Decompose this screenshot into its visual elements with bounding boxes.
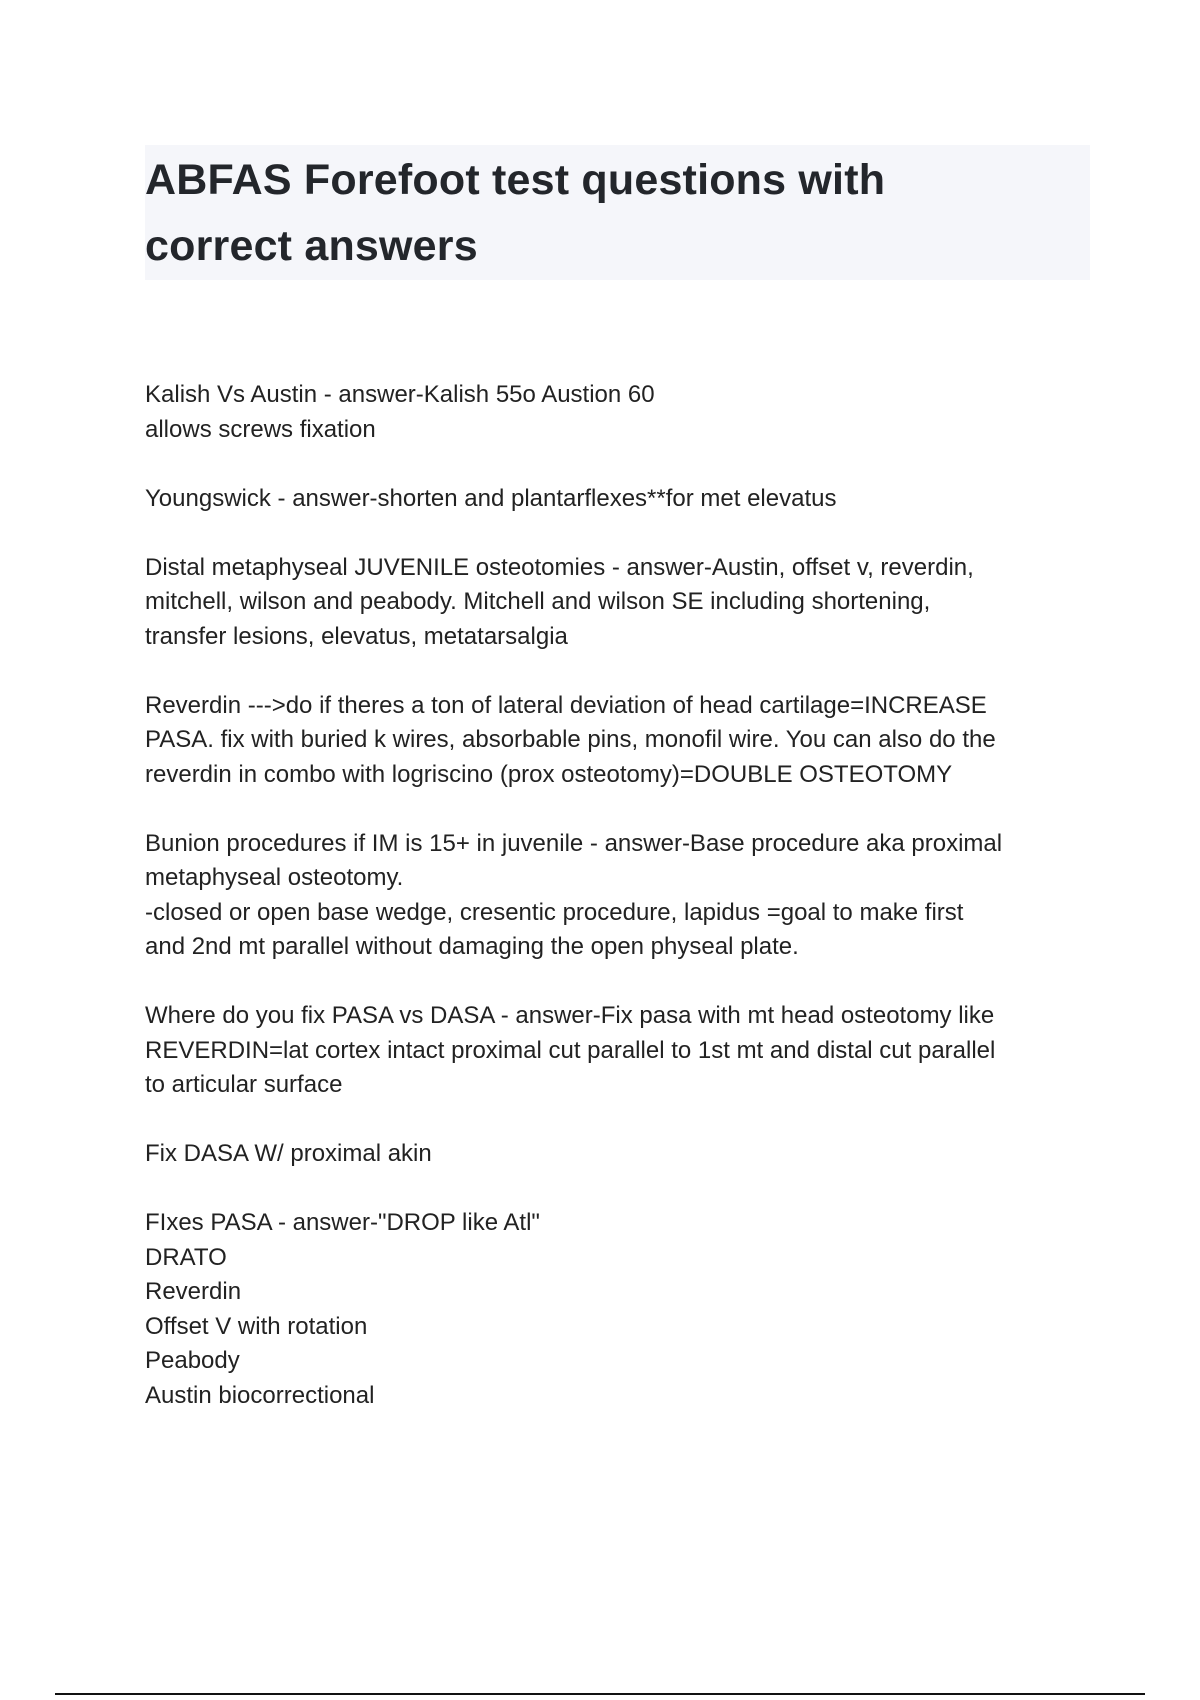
- qa-block-distal-metaphyseal: Distal metaphyseal JUVENILE osteotomies - answer-Austin, offset v, reverdin, mitchell, wilson and peabody. Mitchell and wilson SE including shortening, transfer lesions, elevatus, metatarsalgia: [145, 553, 974, 650]
- document-body: [145, 378, 1095, 1448]
- qa-block-youngswick: Youngswick - answer-shorten and plantarflexes**for met elevatus: [145, 484, 837, 512]
- title-line-2: correct answers: [145, 222, 478, 270]
- qa-block-pasa-vs-dasa: Where do you fix PASA vs DASA - answer-Fix pasa with mt head osteotomy like REVERDIN=lat cortex intact proximal cut parallel to 1st mt and distal cut parallel to articular surface: [145, 1002, 996, 1098]
- qa-block-kalish-vs-austin: Kalish Vs Austin - answer-Kalish 55o Austion 60 allows screws fixation: [145, 381, 655, 443]
- title-line-1: ABFAS Forefoot test questions with: [145, 156, 886, 204]
- qa-block-fixes-pasa: FIxes PASA - answer-"DROP like Atl" DRATO Reverdin Offset V with rotation Peabody Austin biocorrectional: [145, 1209, 540, 1409]
- footer-divider: [55, 1693, 1145, 1695]
- qa-block-reverdin: Reverdin --->do if theres a ton of lateral deviation of head cartilage=INCREASE PASA. fix with buried k wires, absorbable pins, monofil wire. You can also do the reverdin in combo with logriscino (prox osteotomy)=DOUBLE OSTEOTOMY: [145, 691, 996, 788]
- qa-block-fix-dasa: Fix DASA W/ proximal akin: [145, 1140, 432, 1167]
- document-page: [145, 145, 1090, 280]
- qa-block-bunion-procedures: Bunion procedures if IM is 15+ in juvenile - answer-Base procedure aka proximal metaphyseal osteotomy. -closed or open base wedge, cresentic procedure, lapidus =goal to make first and 2nd mt parallel without damaging the open physeal plate.: [145, 829, 1003, 960]
- page-title: [145, 147, 1090, 279]
- title-box: [145, 145, 1090, 280]
